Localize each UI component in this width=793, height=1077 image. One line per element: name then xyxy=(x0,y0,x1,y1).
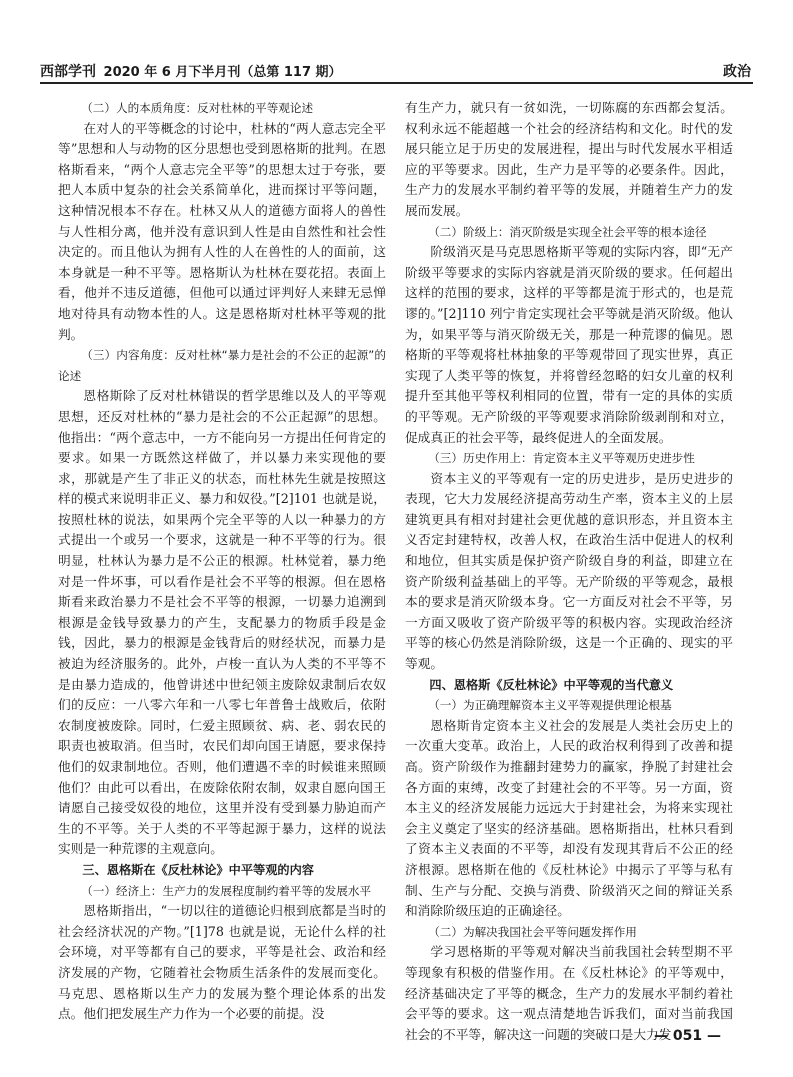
section-name: 政治 xyxy=(723,64,751,80)
section-heading: 三、恩格斯在《反杜林论》中平等观的内容 xyxy=(82,862,314,877)
page-header xyxy=(40,58,753,84)
paragraph: 恩格斯指出，“一切以往的道德论归根到底都是当时的社会经济状况的产物。”[1]78 也就是说，无论什么样的社会环境，对平等都有自己的要求，平等是社会、政治和经济发展的产物，它随着社会物质生活条件的发展而变化。马克思、恩格斯以生产力的发展为整个理论体系的出发点。他们把发展生产力作为一个必要的前提。没 xyxy=(58,903,386,1022)
subsection-heading: （二）阶级上：消灭阶级是实现全社会平等的根本途径 xyxy=(428,224,707,239)
subsection-heading: （二）人的本质角度：反对杜林的平等观论述 xyxy=(81,101,314,115)
paragraph: 恩格斯肯定资本主义社会的发展是人类社会历史上的一次重大变革。政治上，人民的政治权利得到了改善和提高。资产阶级作为推翻封建势力的赢家，挣脱了封建社会各方面的束缚，改变了封建社会的不平等。另一方面，资本主义的经济发展能力远远大于封建社会，为将来实现社会主义奠定了坚实的经济基础。恩格斯指出，杜林只看到了资本主义表面的不平等，却没有发现其背后不公正的经济根源。恩格斯在他的《反杜林论》中揭示了平等与私有制、生产与分配、交换与消费、阶级消灭之间的辩证关系和消除阶级压迫的正确途径。 xyxy=(405,717,733,919)
subsection-heading: （二）为解决我国社会平等问题发挥作用 xyxy=(428,924,637,939)
section-heading: 四、恩格斯《反杜林论》中平等观的当代意义 xyxy=(429,677,674,692)
paragraph: 学习恩格斯的平等观对解决当前我国社会转型期不平等现象有积极的借鉴作用。在《反杜林论》的平等观中，经济基础决定了平等的概念，生产力的发展水平制约着社会平等的要求。这一观点清楚地告诉我们，面对当前我国社会的不平等，解决这一问题的突破口是大力发 xyxy=(405,944,733,1042)
paragraph: 资本主义的平等观有一定的历史进步，是历史进步的表现，它大力发展经济提高劳动生产率，资本主义的上层建筑更具有相对封建社会更优越的意识形态，并且资本主义否定封建特权，改善人权，在政治生活中促进人的权利和地位，但其实质是保护资产阶级自身的利益，即建立在资产阶级利益基础上的平等。无产阶级的平等观念，最根本的要求是消灭阶级本身。它一方面反对社会不平等，另一方面又吸收了资产阶级平等的积极内容。实现政治经济平等的核心仍然是消除阶级，这是一个正确的、现实的平等观。 xyxy=(405,470,733,672)
subsection-heading: （一）为正确理解资本主义平等观提供理论根基 xyxy=(428,698,672,713)
paragraph: 在对人的平等概念的讨论中，杜林的“两人意志完全平等”思想和人与动物的区分思想也受到恩格斯的批判。在恩格斯看来，“两个人意志完全平等”的思想太过于夸张，要把人本质中复杂的社会关系简单化，进而探讨平等问题，这种情况根本不存在。杜林又从人的道德方面将人的兽性与人性相分离，他并没有意识到人性是由自然性和社会性决定的。而且他认为拥有人性的人在兽性的人的面前，这本身就是一种不平等。恩格斯认为杜林在耍花招。表面上看，他并不违反道德，但他可以通过评判好人来肆无忌惮地对待具有动物本性的人。这是恩格斯对杜林平等观的批判。 xyxy=(58,120,386,342)
subsection-heading: （一）经济上：生产力的发展程度制约着平等的发展水平 xyxy=(81,883,372,898)
journal-info xyxy=(40,61,342,81)
issue-info: 2020 年 6 月下半月刊（总第 117 期） xyxy=(103,65,342,80)
subsection-heading: （三）历史作用上：肯定资本主义平等观历史进步性 xyxy=(428,451,695,466)
paragraph: 恩格斯除了反对杜林错误的哲学思维以及人的平等观思想，还反对杜林的“暴力是社会的不公正起源”的思想。他指出：“两个意志中，一方不能向另一方提出任何肯定的要求。如果一方既然这样做了，并以暴力来实现他的要求，那就是产生了非正义的状态，而杜林先生就是按照这样的模式来说明非正义、暴力和奴役。”[2]101 也就是说，按照杜林的说法，如果两个完全平等的人以一种暴力的方式提出一个或另一个要求，这就是一种不平等的行为。很明显，杜林认为暴力是不公正的根源。杜林觉着，暴力绝对是一件坏事，可以看作是社会不平等的根源。但在恩格斯看来政治暴力不是社会不平等的根源，一切暴力追溯到根源是金钱导致暴力的产生，支配暴力的物质手段是金钱，因此，暴力的根源是金钱背后的财经状况，而暴力是被迫为经济服务的。此外，卢梭一直认为人类的不平等不是由暴力造成的，他曾讲述中世纪领主废除奴隶制后农奴们的反应：一八零六年和一八零七年普鲁士战败后，依附农制度被废除。同时，仁爱主照顾贫、病、老、弱农民的职责也被取消。但当时，农民们却向国王请愿，要求保持他们的奴隶制地位。否则，他们遭遇不幸的时候谁来照顾他们？由此可以看出，在废除依附农制，奴隶自愿向国王请愿自己接受奴役的地位，这里并没有受到暴力胁迫而产生的不平等。关于人类的不平等起源于暴力，这样的说法实则是一种荒谬的主观意向。 xyxy=(58,388,386,857)
paragraph: 阶级消灭是马克思恩格斯平等观的实际内容，即“无产阶级平等要求的实际内容就是消灭阶级的要求。任何超出这样的范围的要求，这样的平等都是流于形式的，也是荒谬的。”[2]110 列宁肯定实现社会平等就是消灭阶级。他认为，如果平等与消灭阶级无关，那是一种荒谬的偏见。恩格斯的平等观将杜林抽象的平等观带回了现实世界，真正实现了人类平等的恢复，并将曾经忽略的妇女儿童的权利提升至其他平等权利相同的位置，带有一定的具体的实质的平等观。无产阶级的平等观要求消除阶级剥削和对立，促成真正的社会平等，最终促进人的全面发展。 xyxy=(405,244,733,445)
paragraph-continued: 有生产力，就只有一贫如洗，一切陈腐的东西都会复活。权利永远不能超越一个社会的经济结构和文化。时代的发展只能立足于历史的发展进程，提出与时代发展水平相适应的平等要求。因此，生产力是平等的必要条件。因此，生产力的发展水平制约着平等的发展，并随着生产力的发展而发展。 xyxy=(405,100,733,218)
subsection-heading: （三）内容角度：反对杜林“暴力是社会的不公正的起源”的论述 xyxy=(58,348,386,383)
page-number: — 051 — xyxy=(654,1028,721,1044)
right-column xyxy=(405,98,733,1045)
journal-name: 西部学刊 xyxy=(40,64,96,80)
left-column xyxy=(58,98,386,1025)
